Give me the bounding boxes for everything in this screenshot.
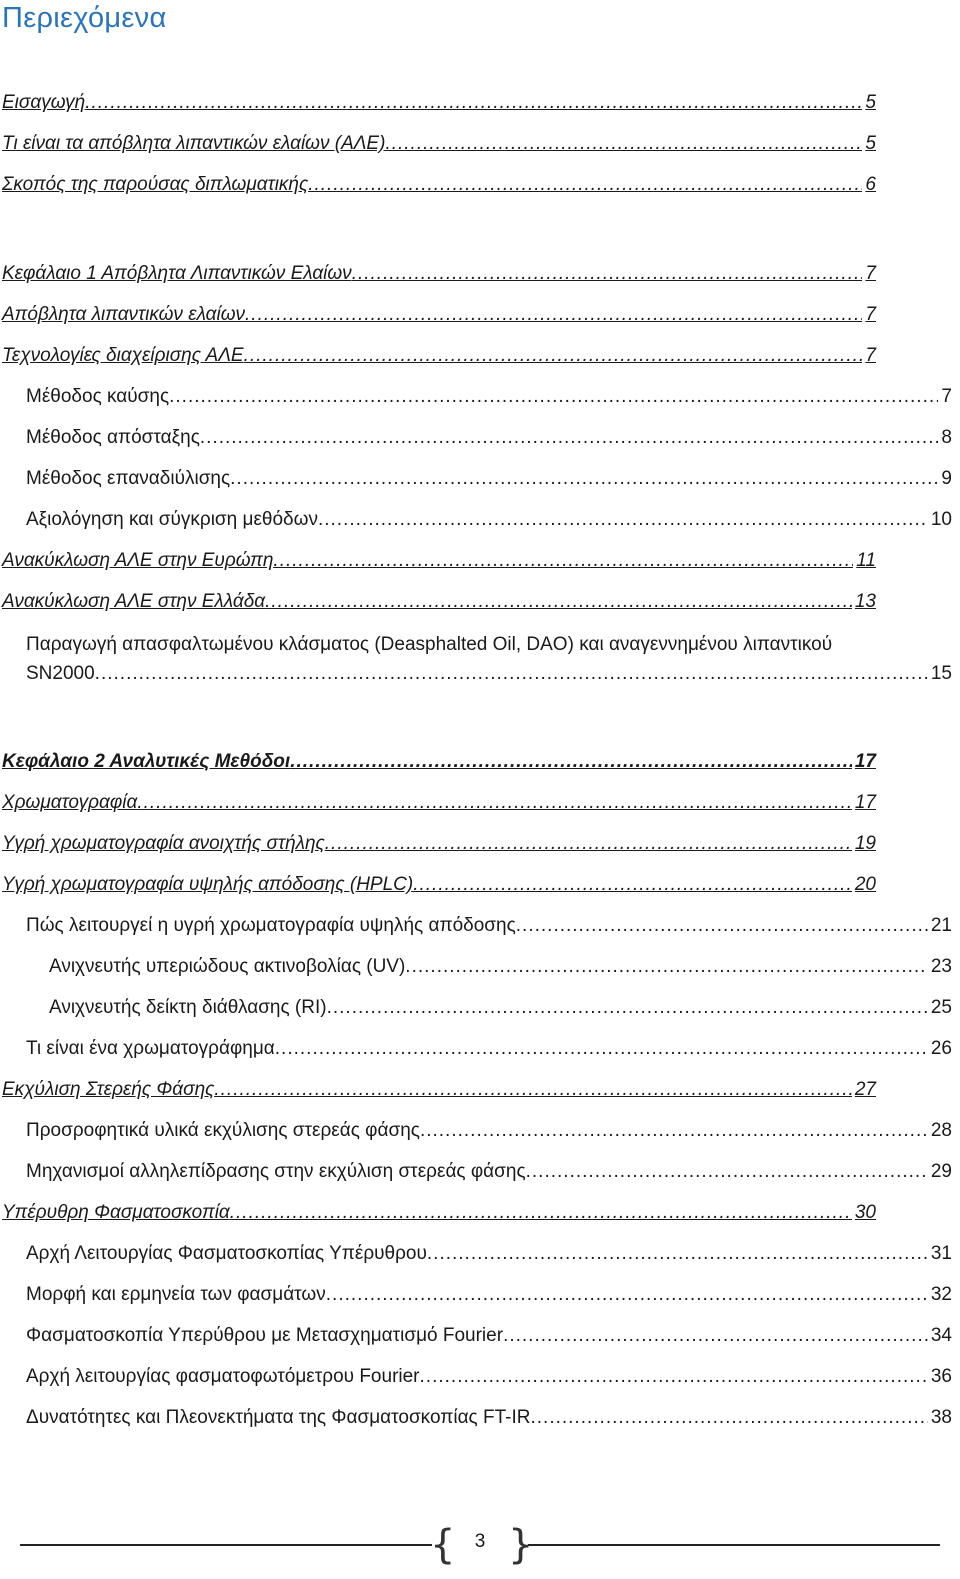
toc-entry-title: Υγρή χρωματογραφία υψηλής απόδοσης (HPLC) — [2, 874, 414, 895]
leader-dots — [420, 1365, 928, 1389]
toc-entry-chromatogram[interactable] — [26, 1037, 952, 1061]
toc-entry-hplc[interactable] — [2, 873, 876, 897]
leader-dots — [526, 1160, 928, 1184]
toc-entry-recycling-europe[interactable] — [2, 549, 876, 573]
toc-page-number: 30 — [854, 1202, 876, 1223]
toc-entry-title: Κεφάλαιο 2 Αναλυτικές Μεθόδοι — [2, 751, 291, 772]
toc-page-number: 20 — [854, 874, 876, 895]
leader-dots — [326, 1283, 928, 1307]
toc-entry-title: Απόβλητα λιπαντικών ελαίων — [2, 304, 246, 325]
toc-entry-title: Μηχανισμοί αλληλεπίδρασης στην εκχύλιση στερεάς φάσης — [26, 1161, 526, 1182]
toc-entry-method-evaluation[interactable] — [26, 508, 952, 532]
toc-page-number: 15 — [930, 663, 952, 684]
leader-dots — [169, 385, 938, 409]
toc-entry-chromatography[interactable] — [2, 791, 876, 815]
toc-page-number: 10 — [930, 509, 952, 530]
toc-entry-spectra-interpretation[interactable] — [26, 1283, 952, 1307]
leader-dots — [244, 344, 863, 368]
toc-entry-uv-detector[interactable] — [49, 955, 952, 979]
toc-entry-thesis-purpose[interactable] — [2, 173, 876, 197]
toc-entry-title: Υγρή χρωματογραφία ανοιχτής στήλης — [2, 833, 325, 854]
toc-page-number: 32 — [930, 1284, 952, 1305]
toc-entry-title: Δυνατότητες και Πλεονεκτήματα της Φασματοσκοπίας FT-IR — [26, 1407, 531, 1428]
toc-page-number: 23 — [930, 956, 952, 977]
toc-entry-what-is-ale[interactable] — [2, 132, 876, 156]
toc-entry-title: Σκοπός της παρούσας διπλωματικής — [2, 174, 309, 195]
toc-page-number: 34 — [930, 1325, 952, 1346]
toc-entry-title: Ανιχνευτής υπεριώδους ακτινοβολίας (UV) — [49, 956, 406, 977]
footer-left-brace: { — [430, 1522, 456, 1568]
toc-entry-re-refining[interactable] — [26, 467, 952, 491]
leader-dots — [318, 508, 928, 532]
toc-entry-spe-sorbents[interactable] — [26, 1119, 952, 1143]
leader-dots — [214, 1078, 851, 1102]
toc-entry-title-continued: SN2000 — [26, 663, 95, 684]
footer-right-brace: } — [508, 1522, 534, 1568]
toc-page-number: 7 — [865, 304, 876, 325]
footer-rule-right — [528, 1544, 940, 1546]
toc-entry-title: Τεχνολογίες διαχείρισης ΑΛΕ — [2, 345, 244, 366]
toc-page-number: 25 — [930, 997, 952, 1018]
toc-page-number: 17 — [854, 792, 876, 813]
toc-page-number: 7 — [941, 386, 952, 407]
toc-page-number: 26 — [930, 1038, 952, 1059]
toc-page-number: 11 — [856, 550, 876, 571]
leader-dots — [273, 549, 853, 573]
toc-page-number: 17 — [854, 751, 876, 772]
leader-dots — [265, 590, 852, 614]
leader-dots — [327, 996, 928, 1020]
toc-entry-how-hplc-works[interactable] — [26, 914, 952, 938]
toc-page-number: 36 — [930, 1366, 952, 1387]
leader-dots — [516, 914, 928, 938]
footer-rule-left — [20, 1544, 432, 1546]
toc-page-number: 21 — [930, 915, 952, 936]
toc-entry-waste-oils[interactable] — [2, 303, 876, 327]
toc-entry-title: Κεφάλαιο 1 Απόβλητα Λιπαντικών Ελαίων — [2, 263, 352, 284]
toc-entry-title: Υπέρυθρη Φασματοσκοπία — [2, 1202, 230, 1223]
toc-page-number: 7 — [865, 263, 876, 284]
toc-page-number: 9 — [941, 468, 952, 489]
toc-entry-ftir[interactable] — [26, 1324, 952, 1348]
toc-entry-title: Χρωματογραφία — [2, 792, 138, 813]
toc-entry-combustion[interactable] — [26, 385, 952, 409]
leader-dots — [95, 659, 928, 688]
toc-entry-title: Φασματοσκοπία Υπερύθρου με Μετασχηματισμό Fourier — [26, 1325, 504, 1346]
toc-entry-chapter-2[interactable] — [2, 750, 876, 774]
toc-entry-chapter-1[interactable] — [2, 262, 876, 286]
toc-entry-title: Ανιχνευτής δείκτη διάθλασης (RI) — [49, 997, 327, 1018]
toc-entry-spe-mechanisms[interactable] — [26, 1160, 952, 1184]
leader-dots — [308, 173, 862, 197]
toc-page-number: 5 — [865, 133, 876, 154]
toc-page-number: 29 — [930, 1161, 952, 1182]
leader-dots — [385, 132, 862, 156]
toc-entry-ri-detector[interactable] — [49, 996, 952, 1020]
toc-entry-open-column[interactable] — [2, 832, 876, 856]
toc-entry-title: Μέθοδος απόσταξης — [26, 427, 200, 448]
leader-dots — [290, 750, 852, 774]
toc-page-number: 8 — [941, 427, 952, 448]
toc-entry-title: Αξιολόγηση και σύγκριση μεθόδων — [26, 509, 318, 530]
toc-entry-title: Μορφή και ερμηνεία των φασμάτων — [26, 1284, 326, 1305]
toc-entry-management-tech[interactable] — [2, 344, 876, 368]
toc-page-number: 31 — [930, 1243, 952, 1264]
toc-entry-title: Ανακύκλωση ΑΛΕ στην Ελλάδα — [2, 591, 266, 612]
toc-entry-title: Αρχή λειτουργίας φασματοφωτόμετρου Fourier — [26, 1366, 420, 1387]
leader-dots — [200, 426, 939, 450]
toc-entry-ftir-advantages[interactable] — [26, 1406, 952, 1430]
leader-dots — [230, 467, 938, 491]
toc-entry-spe[interactable] — [2, 1078, 876, 1102]
toc-entry-title: Εισαγωγή — [2, 92, 86, 113]
leader-dots — [245, 303, 862, 327]
toc-entry-title: Μέθοδος καύσης — [26, 386, 170, 407]
toc-page-number: 13 — [854, 591, 876, 612]
toc-entry-fourier-spectrophotometer[interactable] — [26, 1365, 952, 1389]
toc-entry-title: Αρχή Λειτουργίας Φασματοσκοπίας Υπέρυθρου — [26, 1243, 427, 1264]
toc-page-number: 5 — [865, 92, 876, 113]
leader-dots — [275, 1037, 928, 1061]
toc-entry-title: Τι είναι ένα χρωματογράφημα — [26, 1038, 275, 1059]
leader-dots — [420, 1119, 928, 1143]
toc-entry-recycling-greece[interactable] — [2, 590, 876, 614]
toc-entry-title: Μέθοδος επαναδιύλισης — [26, 468, 231, 489]
page-number: 3 — [474, 1531, 486, 1552]
toc-entry-distillation[interactable] — [26, 426, 952, 450]
toc-page-number: 7 — [865, 345, 876, 366]
toc-entry-title: Πώς λειτουργεί η υγρή χρωματογραφία υψηλής απόδοσης — [26, 915, 516, 936]
toc-page-number: 19 — [854, 833, 876, 854]
page-title: Περιεχόμενα — [2, 2, 167, 34]
leader-dots — [230, 1201, 852, 1225]
toc-entry-title: Ανακύκλωση ΑΛΕ στην Ευρώπη — [2, 550, 274, 571]
leader-dots — [427, 1242, 928, 1266]
toc-entry-title: Προσροφητικά υλικά εκχύλισης στερεάς φάσης — [26, 1120, 420, 1141]
leader-dots — [503, 1324, 928, 1348]
toc-entry-title: Τι είναι τα απόβλητα λιπαντικών ελαίων (ΑΛΕ) — [2, 133, 386, 154]
toc-entry-title: Παραγωγή απασφαλτωμένου κλάσματος (Deasphalted Oil, DAO) και αναγεννημένου λιπαντικού — [26, 634, 833, 655]
toc-entry-introduction[interactable] — [2, 91, 876, 115]
leader-dots — [530, 1406, 927, 1430]
leader-dots — [352, 262, 863, 286]
toc-page-number: 27 — [854, 1079, 876, 1100]
toc-page-number: 6 — [865, 174, 876, 195]
leader-dots — [413, 873, 852, 897]
leader-dots — [137, 791, 852, 815]
toc-page-number: 28 — [930, 1120, 952, 1141]
toc-entry-ir-principle[interactable] — [26, 1242, 952, 1266]
leader-dots — [85, 91, 862, 115]
toc-entry-title: Εκχύλιση Στερεής Φάσης — [2, 1079, 215, 1100]
leader-dots — [325, 832, 852, 856]
toc-entry-dao-production[interactable] — [26, 630, 952, 688]
toc-entry-ir-spectroscopy[interactable] — [2, 1201, 876, 1225]
leader-dots — [405, 955, 928, 979]
toc-page-number: 38 — [930, 1407, 952, 1428]
